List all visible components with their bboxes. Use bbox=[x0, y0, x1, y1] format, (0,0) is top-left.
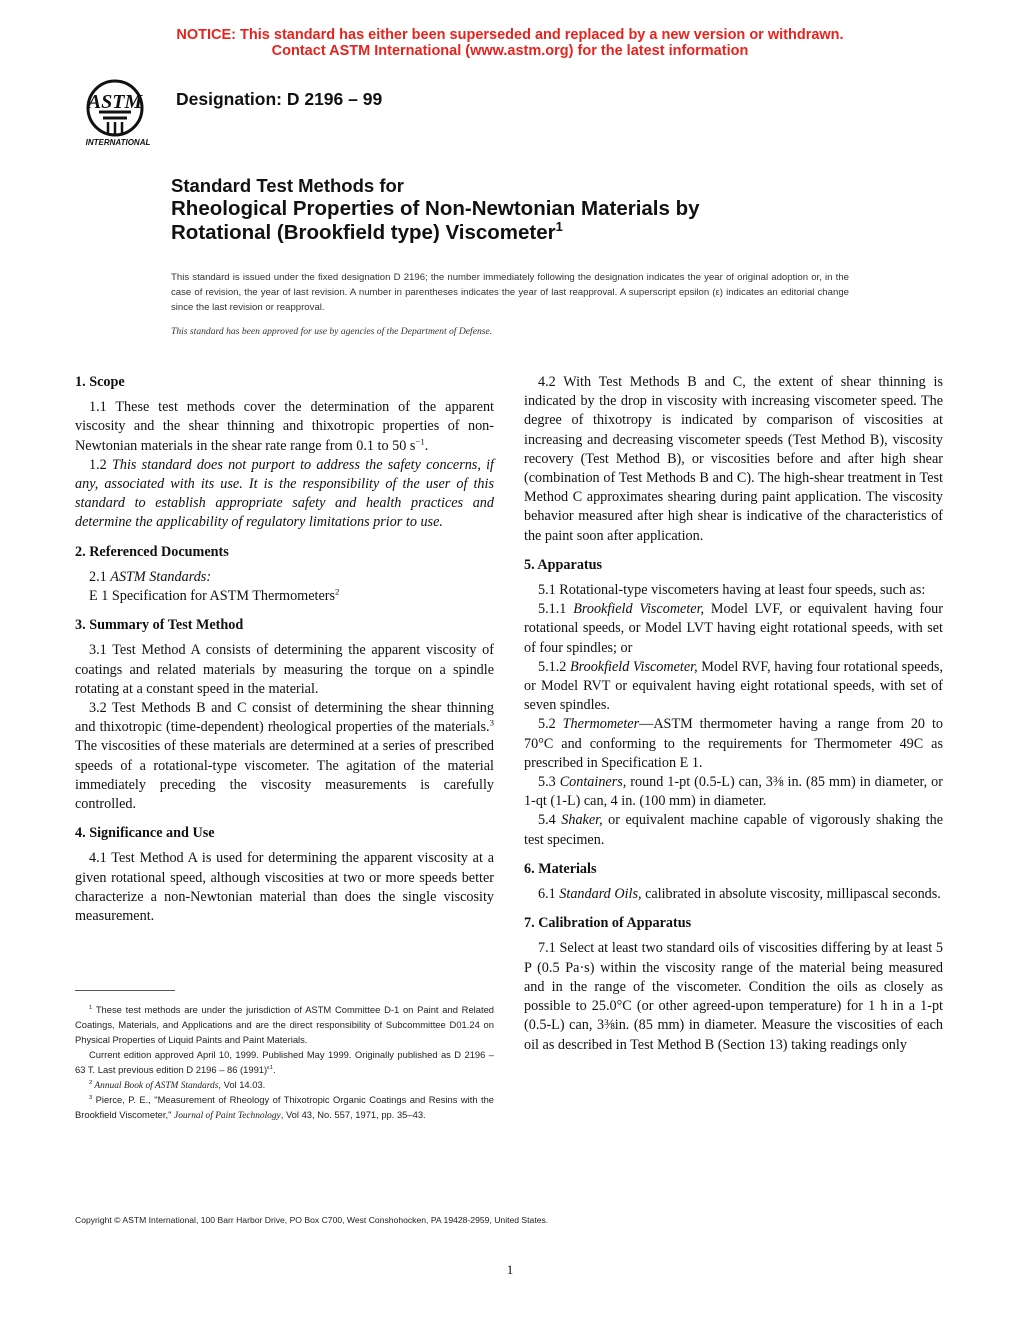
para-2-1: 2.1 ASTM Standards: bbox=[89, 568, 212, 585]
para-5-4: 5.4 Shaker, or equivalent machine capable of vigorously shaking the test specimen. bbox=[524, 812, 943, 848]
section-6-heading: 6. Materials bbox=[524, 860, 597, 877]
para-5-1-1: 5.1.1 Brookfield Viscometer, Model LVF, or equivalent having four rotational speeds, or Model LVT having eight rotational speeds, with set of four spindles; or bbox=[524, 601, 943, 656]
footnote-3: $^3$ Pierce, P. E., "Measurement of Rheology of Thixotropic Organic Coatings and Resins with the Brookfield Viscometer," Journal of Paint Technology, Vol 43, No. 557, 1971, pp. 35–43. bbox=[75, 1094, 494, 1122]
section-5-heading: 5. Apparatus bbox=[524, 556, 603, 573]
section-2-heading: 2. Referenced Documents bbox=[75, 543, 229, 560]
title-line-3: Rotational (Brookfield type) Viscometer$^1$ bbox=[171, 219, 563, 244]
page-number: 1 bbox=[506, 1262, 514, 1277]
section-3-heading: 3. Summary of Test Method bbox=[75, 617, 244, 634]
para-1-1: 1.1 These test methods cover the determination of the apparent viscosity and the shear thinning and thixotropic properties of non-Newtonian materials in the shear rate range from 0.1 to 50 $s^{-1}$. bbox=[75, 399, 494, 454]
left-column bbox=[75, 373, 494, 926]
title-line-1: Standard Test Methods for bbox=[171, 175, 404, 196]
preamble: This standard is issued under the fixed designation D 2196; the number immediately following the designation indicates the year of original adoption or, in the case of revision, the year of last revision. A number in parentheses indicates the year of last reapproval. A superscript epsilon (ε) indicates an editorial change since the last revision or reapproval. bbox=[171, 272, 849, 314]
document-title bbox=[171, 175, 871, 245]
section-4-heading: 4. Significance and Use bbox=[75, 825, 215, 842]
para-6-1: 6.1 Standard Oils, calibrated in absolute viscosity, millipascal seconds. bbox=[538, 886, 941, 903]
para-5-3: 5.3 Containers, round 1-pt (0.5-L) can, 3⅜ in. (85 mm) in diameter, or 1-qt (1-L) can, 4 in. (100 mm) in diameter. bbox=[524, 774, 944, 810]
designation: Designation: D 2196 – 99 bbox=[176, 89, 383, 109]
dod-note: This standard has been approved for use by agencies of the Department of Defense. bbox=[171, 326, 493, 337]
title-line-2: Rheological Properties of Non-Newtonian Materials by bbox=[171, 197, 700, 220]
section-1-heading: 1. Scope bbox=[75, 374, 125, 390]
footnote-1-edition: Current edition approved April 10, 1999. Published May 1999. Originally published as D 2196 – 63 T. Last previous edition D 2196 – 86 $(1991)^{\varepsilon 1}$. bbox=[75, 1048, 494, 1075]
withdrawn-notice bbox=[0, 27, 1020, 59]
right-column bbox=[524, 373, 943, 1055]
para-5-1: 5.1 Rotational-type viscometers having at least four speeds, such as: bbox=[538, 582, 926, 599]
para-5-1-2: 5.1.2 Brookfield Viscometer, Model RVF, having four rotational speeds, or Model RVT or equivalent having eight rotational speeds, with set of seven spindles. bbox=[524, 658, 943, 714]
astm-logo-icon bbox=[73, 78, 163, 148]
footnote-divider bbox=[75, 990, 175, 991]
reference-e1: E 1 Specification for ASTM Thermometers$^2$ bbox=[89, 586, 340, 605]
footnotes bbox=[75, 990, 494, 1124]
para-3-2: 3.2 Test Methods B and C consist of determining the shear thinning and thixotropic (time-dependent) rheological properties of the materials.$^3$ The viscosities of these materials are determined at a series of prescribed speeds of a rotational-type viscometer. The agitation of the material immediately preceding the viscosity measurements is carefully controlled. bbox=[75, 700, 494, 813]
svg-text:ASTM: ASTM bbox=[87, 91, 143, 113]
notice-line-1: NOTICE: This standard has either been superseded and replaced by a new version or withdrawn. bbox=[176, 27, 844, 43]
footnote-1: $^1$ These test methods are under the jurisdiction of ASTM Committee D-1 on Paint and Related Coatings, Materials, and Applications and are the direct responsibility of Subcommittee D01.24 on Physical Properties of Liquid Paints and Paint Materials. bbox=[75, 1004, 494, 1045]
para-1-2: 1.2 This standard does not purport to address the safety concerns, if any, associated with its use. It is the responsibility of the user of this standard to establish appropriate safety and health practices and determine the applicability of regulatory limitations prior to use. bbox=[75, 456, 495, 531]
para-4-2: 4.2 With Test Methods B and C, the extent of shear thinning is indicated by the drop in viscosity with increasing viscometer speed. The degree of thixotropy is indicated by comparison of viscosities at increasing and decreasing viscometer speeds (Test Method B), viscosity recovery (Test Method B), or viscosities before and after high shear (combination of Test Methods B and C). The high-shear treatment in Test Method C approximates shearing during paint application. The viscosity behavior measured after high shear is indicative of the characteristics of the paint soon after application. bbox=[524, 374, 943, 544]
copyright-line: Copyright © ASTM International, 100 Barr Harbor Drive, PO Box C700, West Conshohocken, PA 19428-2959, United States. bbox=[75, 1215, 549, 1225]
section-7-heading: 7. Calibration of Apparatus bbox=[524, 915, 692, 932]
footnote-2: $^2$ Annual Book of ASTM Standards, Vol 14.03. bbox=[89, 1078, 266, 1091]
svg-text:INTERNATIONAL: INTERNATIONAL bbox=[85, 138, 151, 147]
para-4-1: 4.1 Test Method A is used for determining the apparent viscosity at a given rotational speed, although viscosities at two or more speeds better characterize a non-Newtonian material than does the single viscosity measurement. bbox=[75, 850, 494, 925]
para-7-1: 7.1 Select at least two standard oils of viscosities differing by at least 5 P (0.5 Pa·s) within the viscosity range of the material being measured and in the range of the viscometer. Condition the oils as closely as possible to 25.0°C (or other agreed-upon temperature) for 1 h in a 1-pt (0.5-L) can, 3⅜in. (85 mm) in diameter. Measure the viscosities of each oil as described in Test Method B (Section 13) taking readings only bbox=[524, 940, 943, 1053]
para-3-1: 3.1 Test Method A consists of determining the apparent viscosity of coatings and related materials by measuring the torque on a spindle rotating at a constant speed in the material. bbox=[75, 642, 494, 697]
notice-line-2: Contact ASTM International (www.astm.org) for the latest information bbox=[271, 43, 749, 59]
para-5-2: 5.2 Thermometer—ASTM thermometer having a range from 20 to 70°C and conforming to the requirements for Thermometer 49C as prescribed in Specification E 1. bbox=[524, 716, 943, 771]
